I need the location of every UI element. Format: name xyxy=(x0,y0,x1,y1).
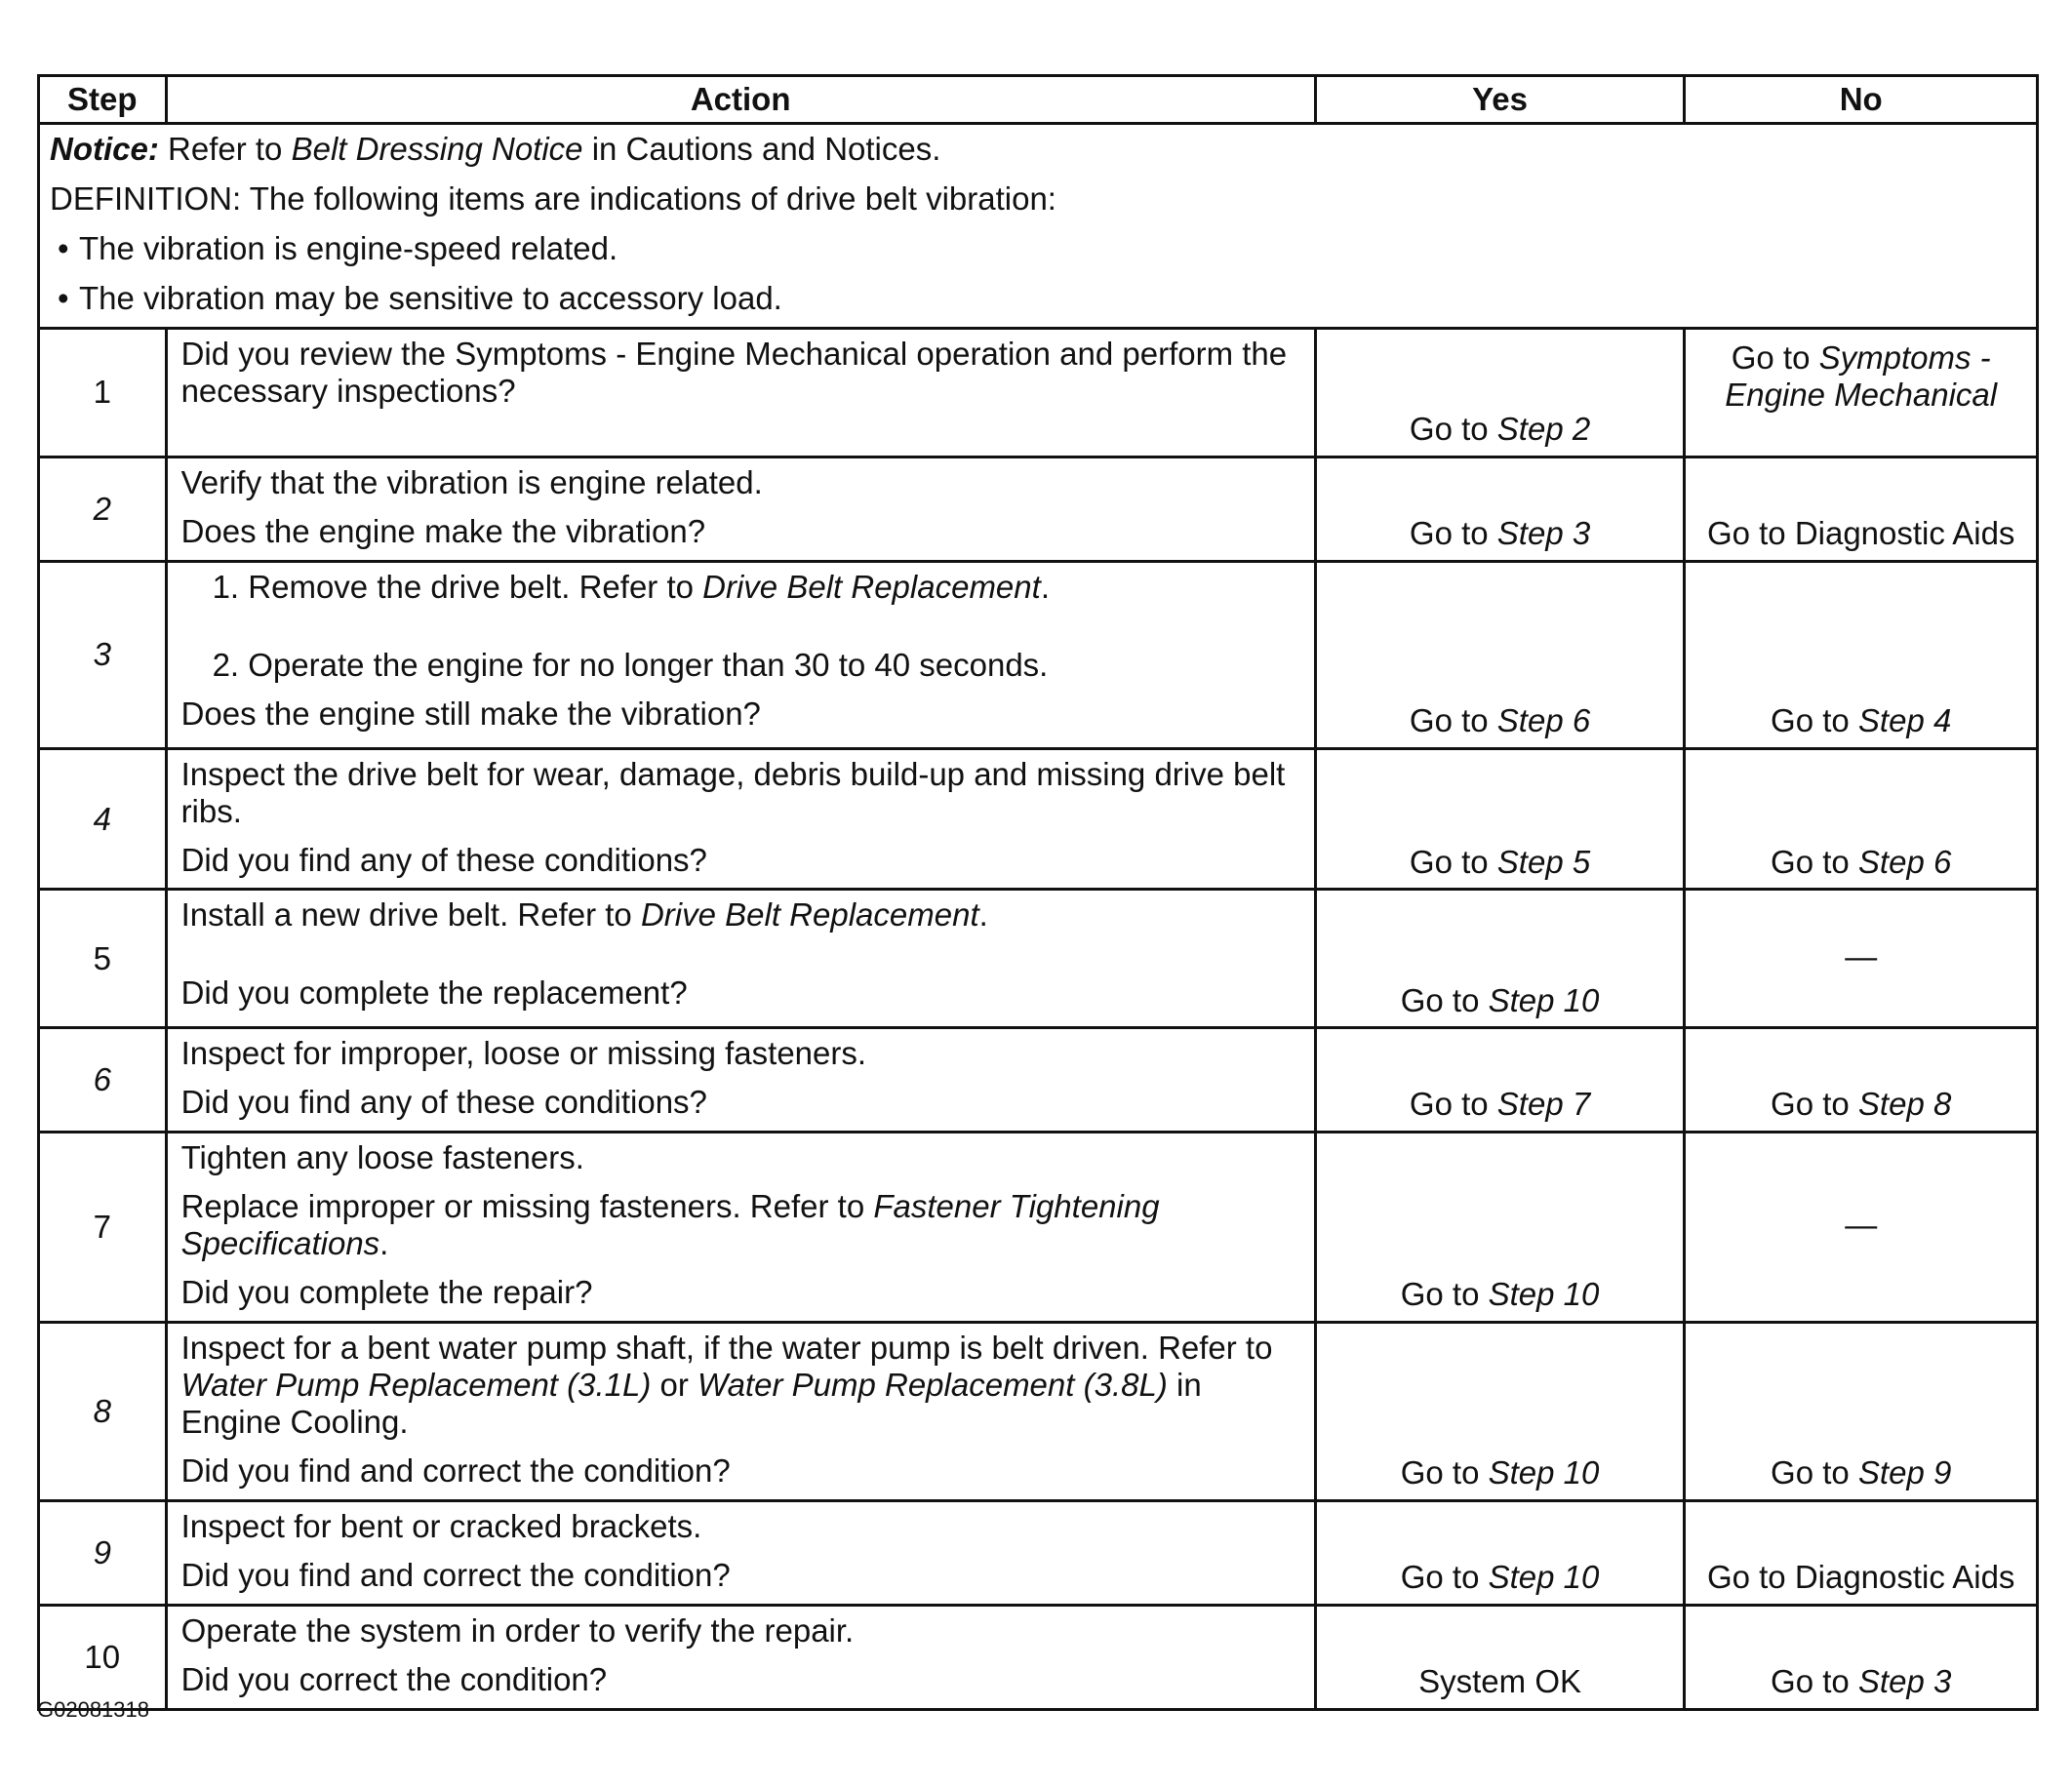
step-number: 3 xyxy=(39,561,167,748)
notice-line xyxy=(50,131,2026,168)
action-text xyxy=(181,1188,1300,1262)
no-link: Symptoms - Engine Mechanical xyxy=(1725,338,1998,413)
action-reference: Water Pump Replacement (3.1L) xyxy=(180,1367,652,1403)
no-prefix: Go to xyxy=(1771,1453,1858,1491)
step-row-5 xyxy=(39,890,2038,1028)
yes-link: Step 5 xyxy=(1496,843,1591,880)
notice-reference: Belt Dressing Notice xyxy=(291,131,583,167)
yes-prefix: Go to xyxy=(1400,1453,1489,1491)
action-text-post: . xyxy=(379,1225,389,1262)
action-cell xyxy=(166,748,1315,890)
action-question: Did you correct the condition? xyxy=(180,1660,608,1697)
yes-cell xyxy=(1315,561,1685,748)
action-cell xyxy=(166,1605,1315,1709)
action-cell xyxy=(166,1133,1315,1323)
action-cell xyxy=(166,1028,1315,1133)
action-question: Did you complete the repair? xyxy=(180,1274,593,1311)
header-row xyxy=(39,76,2038,124)
action-text-post: in Engine Cooling. xyxy=(180,1367,1202,1440)
yes-link: Step 10 xyxy=(1488,1276,1600,1313)
no-link: Step 3 xyxy=(1857,1662,1952,1699)
action-text-mid: or xyxy=(651,1367,698,1403)
step-row-2 xyxy=(39,457,2038,561)
diagnostic-table xyxy=(37,74,2039,1711)
no-cell xyxy=(1685,561,2038,748)
yes-prefix: Go to xyxy=(1409,1086,1497,1123)
step-number: 10 xyxy=(39,1605,167,1709)
no-cell xyxy=(1685,1605,2038,1709)
notice-cell xyxy=(39,124,2038,329)
action-text: Operate the system in order to verify the repair. xyxy=(180,1611,855,1649)
no-link: Step 9 xyxy=(1857,1453,1952,1491)
no-link: Step 6 xyxy=(1857,843,1952,880)
action-text: Inspect for improper, loose or missing fasteners. xyxy=(180,1035,867,1072)
step-number: 9 xyxy=(39,1500,167,1605)
yes-cell xyxy=(1315,1500,1685,1605)
substep-text-post: . xyxy=(1040,568,1050,605)
substep-text: Operate the engine for no longer than 30 to 40 seconds. xyxy=(248,646,1049,683)
yes-cell xyxy=(1315,1028,1685,1133)
no-prefix: Go to xyxy=(1731,338,1819,376)
action-text-pre: Replace improper or missing fasteners. Refer to xyxy=(180,1188,874,1225)
yes-prefix: Go to xyxy=(1409,843,1497,880)
action-cell xyxy=(166,1500,1315,1605)
step-number: 6 xyxy=(39,1028,167,1133)
no-cell xyxy=(1685,1028,2038,1133)
action-text xyxy=(181,1330,1300,1441)
step-number: 1 xyxy=(39,328,167,457)
definition-line: DEFINITION: The following items are indications of drive belt vibration: xyxy=(50,179,1056,217)
yes-cell xyxy=(1315,748,1685,890)
action-reference: Water Pump Replacement (3.8L) xyxy=(697,1367,1168,1403)
action-substep xyxy=(181,569,1300,606)
yes-cell xyxy=(1315,1323,1685,1501)
action-question: Did you find any of these conditions? xyxy=(180,1084,707,1121)
figure-id: G02081318 xyxy=(37,1697,149,1722)
header-action: Action xyxy=(166,76,1315,124)
action-text: Did you review the Symptoms - Engine Mechanical operation and perform the necessary inspections? xyxy=(180,335,1288,409)
no-cell: — xyxy=(1685,890,2038,1028)
no-prefix: Go to xyxy=(1771,1662,1858,1699)
no-prefix: Go to xyxy=(1771,1086,1858,1123)
notice-label: Notice: xyxy=(50,131,159,167)
yes-link: Step 2 xyxy=(1496,410,1591,447)
action-question: Does the engine make the vibration? xyxy=(180,512,706,549)
step-number: 8 xyxy=(39,1323,167,1501)
action-text: Verify that the vibration is engine related. xyxy=(180,463,763,500)
yes-link: Step 10 xyxy=(1488,1453,1600,1491)
action-text-post: . xyxy=(978,896,988,934)
yes-prefix: Go to xyxy=(1409,514,1497,551)
no-cell: Go to Diagnostic Aids xyxy=(1685,457,2038,561)
step-row-4 xyxy=(39,748,2038,890)
step-number: 4 xyxy=(39,748,167,890)
yes-prefix: Go to xyxy=(1400,981,1489,1018)
action-cell xyxy=(166,457,1315,561)
step-row-10 xyxy=(39,1605,2038,1709)
header-no: No xyxy=(1685,76,2038,124)
header-step: Step xyxy=(39,76,167,124)
action-question: Does the engine still make the vibration? xyxy=(180,695,761,732)
step-number: 2 xyxy=(39,457,167,561)
substep-text: Remove the drive belt. Refer to xyxy=(248,568,703,605)
action-question: Did you find and correct the condition? xyxy=(180,1451,731,1489)
header-yes: Yes xyxy=(1315,76,1685,124)
action-question: Did you find any of these conditions? xyxy=(180,841,707,878)
no-prefix: Go to xyxy=(1771,701,1858,738)
yes-link: Step 3 xyxy=(1496,514,1591,551)
step-row-8 xyxy=(39,1323,2038,1501)
notice-text-post: in Cautions and Notices. xyxy=(582,131,941,167)
yes-link: Step 6 xyxy=(1496,701,1591,738)
step-row-9 xyxy=(39,1500,2038,1605)
definition-list xyxy=(50,230,2026,317)
step-row-6 xyxy=(39,1028,2038,1133)
action-text-pre: Inspect for a bent water pump shaft, if the water pump is belt driven. Refer to xyxy=(180,1330,1273,1367)
yes-prefix: Go to xyxy=(1400,1558,1489,1595)
no-cell xyxy=(1685,328,2038,457)
yes-link: Step 10 xyxy=(1488,1558,1600,1595)
yes-cell xyxy=(1315,328,1685,457)
action-cell xyxy=(166,1323,1315,1501)
action-question: Did you find and correct the condition? xyxy=(180,1556,731,1593)
no-cell xyxy=(1685,1323,2038,1501)
yes-cell xyxy=(1315,457,1685,561)
no-link: Step 4 xyxy=(1857,701,1952,738)
action-substep xyxy=(181,647,1300,684)
no-cell: Go to Diagnostic Aids xyxy=(1685,1500,2038,1605)
action-reference: Drive Belt Replacement xyxy=(640,896,979,934)
yes-cell: System OK xyxy=(1315,1605,1685,1709)
no-cell: — xyxy=(1685,1133,2038,1323)
action-text: Inspect for bent or cracked brackets. xyxy=(180,1507,702,1544)
step-row-3 xyxy=(39,561,2038,748)
step-number: 7 xyxy=(39,1133,167,1323)
no-cell xyxy=(1685,748,2038,890)
action-cell xyxy=(166,328,1315,457)
yes-link: Step 7 xyxy=(1496,1086,1591,1123)
definition-bullet: • The vibration may be sensitive to accessory load. xyxy=(50,280,2026,317)
spacer xyxy=(181,945,1300,974)
action-text-pre: Install a new drive belt. Refer to xyxy=(180,896,641,934)
action-cell xyxy=(166,890,1315,1028)
no-prefix: Go to xyxy=(1771,843,1858,880)
yes-cell xyxy=(1315,890,1685,1028)
action-text xyxy=(181,896,1300,934)
yes-cell xyxy=(1315,1133,1685,1323)
notice-text-pre: Refer to xyxy=(158,131,292,167)
action-cell xyxy=(166,561,1315,748)
action-text: Inspect the drive belt for wear, damage, debris build-up and missing drive belt ribs. xyxy=(180,755,1286,829)
step-row-1 xyxy=(39,328,2038,457)
action-reference: Fastener Tightening Specifications xyxy=(180,1188,1160,1262)
yes-prefix: Go to xyxy=(1400,1276,1489,1313)
yes-prefix: Go to xyxy=(1409,410,1497,447)
substep-number: 1. xyxy=(212,568,240,605)
no-link: Step 8 xyxy=(1857,1086,1952,1123)
substep-reference: Drive Belt Replacement xyxy=(702,568,1041,605)
action-question: Did you complete the replacement? xyxy=(180,974,688,1012)
step-row-7 xyxy=(39,1133,2038,1323)
step-number: 5 xyxy=(39,890,167,1028)
substep-number: 2. xyxy=(212,646,240,683)
yes-prefix: Go to xyxy=(1409,701,1497,738)
yes-link: Step 10 xyxy=(1488,981,1600,1018)
definition-bullet: • The vibration is engine-speed related. xyxy=(50,230,2026,267)
notice-row xyxy=(39,124,2038,329)
spacer xyxy=(181,617,1300,647)
action-text: Tighten any loose fasteners. xyxy=(180,1139,584,1176)
